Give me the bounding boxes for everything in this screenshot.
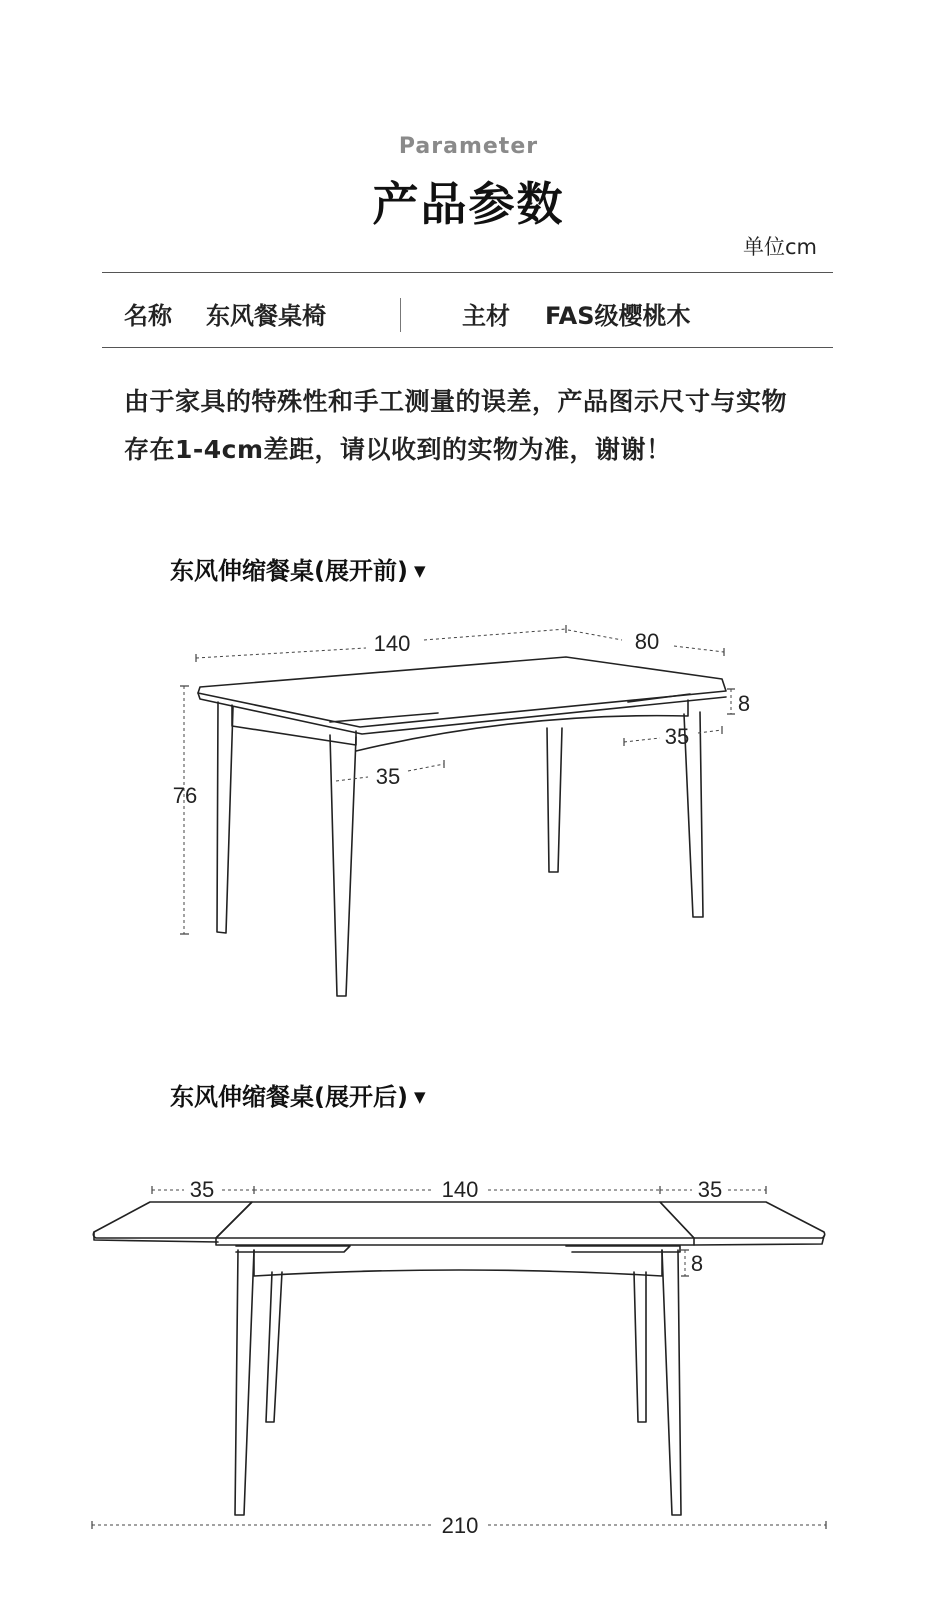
leg-front-left xyxy=(235,1250,254,1515)
tabletop-outline xyxy=(198,657,726,727)
parameter-kicker: Parameter xyxy=(398,134,539,159)
triangle-down-icon: ▼ xyxy=(413,1088,426,1106)
leg-front-right xyxy=(662,1250,681,1515)
leg-back-right xyxy=(634,1272,646,1422)
note-line-1: 由于家具的特殊性和手工测量的误差，产品图示尺寸与实物 xyxy=(124,387,788,416)
leg-back-left xyxy=(266,1272,282,1422)
leg-back-center xyxy=(547,728,562,872)
dim-label-apron: 8 xyxy=(690,1251,704,1276)
dim-label-total: 210 xyxy=(441,1513,479,1538)
dim-label-center: 140 xyxy=(441,1177,479,1202)
dim-label-apron: 8 xyxy=(737,691,751,716)
dim-label-leg-left: 35 xyxy=(375,764,401,789)
leg-front-center xyxy=(330,735,356,996)
apron-side xyxy=(356,700,688,751)
table-after-drawing xyxy=(0,1160,937,1560)
dim-label-length: 140 xyxy=(373,631,411,656)
section-before-label: 东风伸缩餐桌(展开前) xyxy=(170,557,408,585)
apron-front xyxy=(232,705,356,745)
dim-label-width: 80 xyxy=(634,629,660,654)
dim-label-height: 76 xyxy=(172,783,198,808)
left-leaf-edge xyxy=(94,1232,218,1242)
apron xyxy=(254,1250,662,1276)
name-label: 名称 xyxy=(124,302,172,330)
left-leaf xyxy=(93,1202,252,1238)
section-after-title xyxy=(170,1077,425,1112)
center-tabletop-edge xyxy=(216,1238,694,1245)
spec-top-rule xyxy=(102,272,833,273)
spec-bottom-rule xyxy=(102,347,833,348)
name-value: 东风餐桌椅 xyxy=(206,302,326,330)
table-before-drawing xyxy=(0,600,937,1020)
section-after-label: 东风伸缩餐桌(展开后) xyxy=(170,1083,408,1111)
rail-slots xyxy=(236,1246,680,1252)
spec-divider xyxy=(400,298,401,332)
dim-label-leg-right: 35 xyxy=(664,724,690,749)
dim-ticks xyxy=(180,625,735,934)
unit-label: 单位cm xyxy=(742,235,817,259)
page-title: 产品参数 xyxy=(372,177,565,231)
note-line-2: 存在1-4cm差距，请以收到的实物为准，谢谢！ xyxy=(124,435,672,464)
leg-front-left xyxy=(217,702,233,933)
dim-label-leaf-right: 35 xyxy=(697,1177,723,1202)
material-value: FAS级樱桃木 xyxy=(545,302,691,330)
right-leaf xyxy=(660,1202,825,1238)
leaf-seam xyxy=(330,694,690,722)
section-before-title xyxy=(170,551,425,586)
dim-label-leaf-left: 35 xyxy=(189,1177,215,1202)
material-label: 主材 xyxy=(462,302,510,330)
triangle-down-icon: ▼ xyxy=(413,562,426,580)
center-tabletop xyxy=(216,1202,694,1238)
